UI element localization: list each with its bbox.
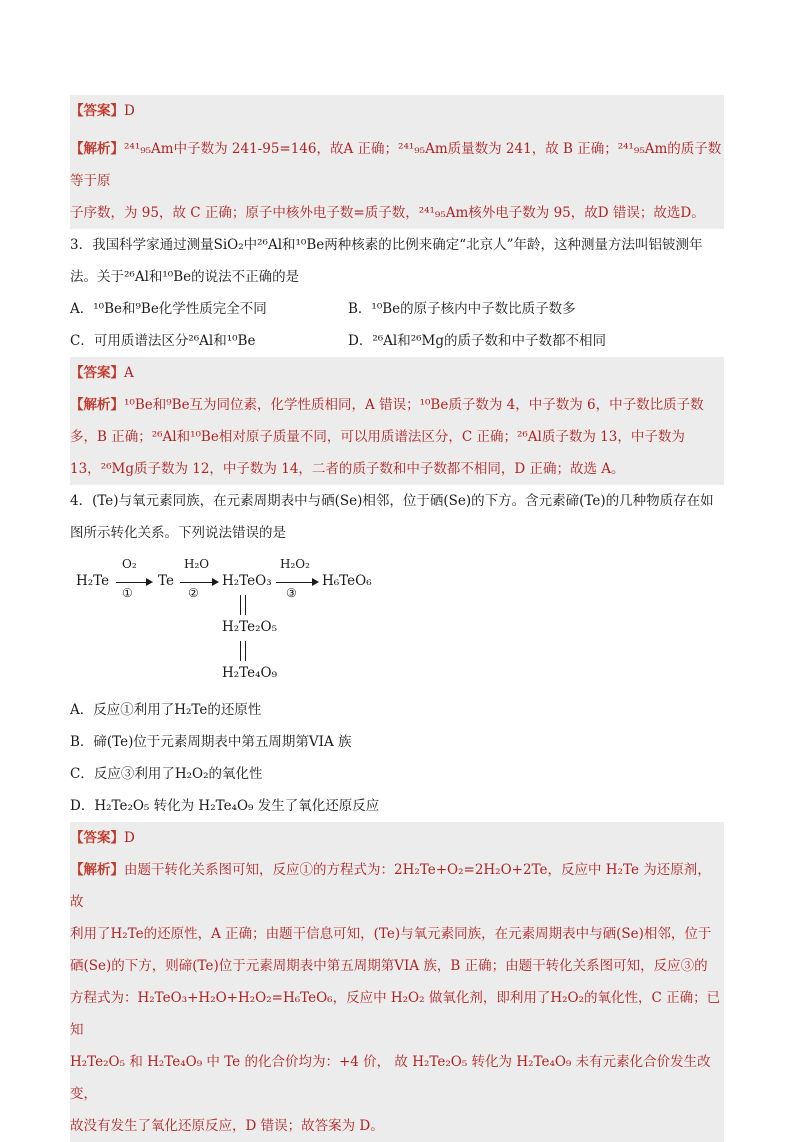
species-h2te2o5: H₂Te₂O₅ <box>222 619 278 635</box>
q3-stem <box>70 229 724 293</box>
stem-line: 4．(Te)与氧元素同族，在元素周期表中与硒(Se)相邻，位于硒(Se)的下方。含元素碲(Te)的几种物质存在如 <box>70 493 714 509</box>
analysis-text: 硒(Se)的下方，则碲(Te)位于元素周期表中第五周期第VIA 族，B 正确；由题干转化关系图可知，反应③的 <box>70 958 708 974</box>
q4-option-b: B．碲(Te)位于元素周期表中第五周期第VIA 族 <box>70 734 352 750</box>
species-te: Te <box>158 573 174 589</box>
step-label-3: ③ <box>286 586 297 600</box>
answer-value: D <box>124 103 135 119</box>
option-d: D．²⁶Al和²⁶Mg的质子数和中子数都不相同 <box>348 333 607 349</box>
stem-line: 法。关于²⁶Al和¹⁰Be的说法不正确的是 <box>70 269 300 285</box>
option-b: B．¹⁰Be的原子核内中子数比质子数多 <box>348 301 576 317</box>
arrow-3 <box>276 582 312 583</box>
arrowhead-3 <box>312 578 319 586</box>
q4-analysis-block <box>70 854 724 1142</box>
answer-value: D <box>124 830 135 846</box>
analysis-label: 【解析】 <box>70 862 124 878</box>
document-page <box>70 95 724 1142</box>
q3-options-row1 <box>70 293 724 325</box>
answer-label: 【答案】 <box>70 365 124 381</box>
answer-label: 【答案】 <box>70 830 124 846</box>
equilibrium-line-1 <box>240 595 246 615</box>
q4-stem <box>70 485 724 549</box>
arrow-1 <box>116 582 146 583</box>
conversion-scheme <box>70 553 724 688</box>
option-c: C．可用质谱法区分²⁶Al和¹⁰Be <box>70 333 256 349</box>
analysis-text: ¹⁰Be和⁹Be互为同位素，化学性质相同，A 错误；¹⁰Be质子数为 4，中子数为 6，中子数比质子数 <box>124 397 704 413</box>
analysis-text: 13，²⁶Mg质子数为 12，中子数为 14，二者的质子数和中子数都不相同，D 正确；故选 A。 <box>70 461 625 477</box>
analysis-text: H₂Te₂O₅ 和 H₂Te₄O₉ 中 Te 的化合价均为：+4 价， 故 H₂Te₂O₅ 转化为 H₂Te₄O₉ 未有元素化合价发生改变， <box>70 1054 711 1102</box>
option-a: A．¹⁰Be和⁹Be化学性质完全不同 <box>70 301 267 317</box>
q4-answer-block <box>70 822 724 854</box>
analysis-text: 方程式为：H₂TeO₃+H₂O+H₂O₂=H₆TeO₆，反应中 H₂O₂ 做氧化剂，即利用了H₂O₂的氧化性，C 正确；已知 <box>70 990 721 1038</box>
answer-value: A <box>124 365 134 381</box>
q3-analysis-block <box>70 389 724 485</box>
q3-options-row2 <box>70 325 724 357</box>
species-h2teo3: H₂TeO₃ <box>222 573 272 589</box>
q4-option-a: A．反应①利用了H₂Te的还原性 <box>70 702 262 718</box>
analysis-text: 子序数，为 95，故 C 正确；原子中核外电子数=质子数，²⁴¹₉₅Am核外电子数为 95，故D 错误；故选D。 <box>70 205 705 221</box>
species-h6teo6: H₆TeO₆ <box>322 573 372 589</box>
species-h2te4o9: H₂Te₄O₉ <box>222 665 278 681</box>
q2-answer-block <box>70 95 724 127</box>
step-label-2: ② <box>188 586 199 600</box>
analysis-label: 【解析】 <box>70 397 124 413</box>
reagent-h2o2: H₂O₂ <box>280 557 310 571</box>
answer-label: 【答案】 <box>70 103 124 119</box>
stem-line: 图所示转化关系。下列说法错误的是 <box>70 525 286 541</box>
arrowhead-2 <box>212 578 219 586</box>
analysis-text: ²⁴¹₉₅Am中子数为 241-95=146，故A 正确；²⁴¹₉₅Am质量数为 241，故 B 正确；²⁴¹₉₅Am的质子数等于原 <box>70 141 722 189</box>
analysis-text: 故没有发生了氧化还原反应，D 错误；故答案为 D。 <box>70 1118 384 1134</box>
analysis-text: 多，B 正确；²⁶Al和¹⁰Be相对原子质量不同，可以用质谱法区分，C 正确；²⁶Al质子数为 13，中子数为 <box>70 429 685 445</box>
analysis-label: 【解析】 <box>70 141 124 157</box>
q4-option-c: C．反应③利用了H₂O₂的氧化性 <box>70 766 263 782</box>
species-h2te: H₂Te <box>76 573 110 589</box>
q3-answer-block <box>70 357 724 389</box>
analysis-text: 由题干转化关系图可知，反应①的方程式为：2H₂Te+O₂=2H₂O+2Te，反应中 H₂Te 为还原剂，故 <box>70 862 711 910</box>
arrow-2 <box>180 582 212 583</box>
reagent-h2o: H₂O <box>184 557 210 571</box>
q4-option-d: D．H₂Te₂O₅ 转化为 H₂Te₄O₉ 发生了氧化还原反应 <box>70 798 380 814</box>
equilibrium-line-2 <box>240 641 246 661</box>
analysis-text: 利用了H₂Te的还原性，A 正确；由题干信息可知，(Te)与氧元素同族，在元素周期表中与硒(Se)相邻，位于 <box>70 926 712 942</box>
reagent-o2: O₂ <box>122 557 137 571</box>
stem-line: 3．我国科学家通过测量SiO₂中²⁶Al和¹⁰Be两种核素的比例来确定“北京人”年龄，这种测量方法叫铝铍测年 <box>70 237 703 253</box>
q2-analysis-block <box>70 127 724 229</box>
step-label-1: ① <box>122 586 133 600</box>
arrowhead-1 <box>146 578 153 586</box>
